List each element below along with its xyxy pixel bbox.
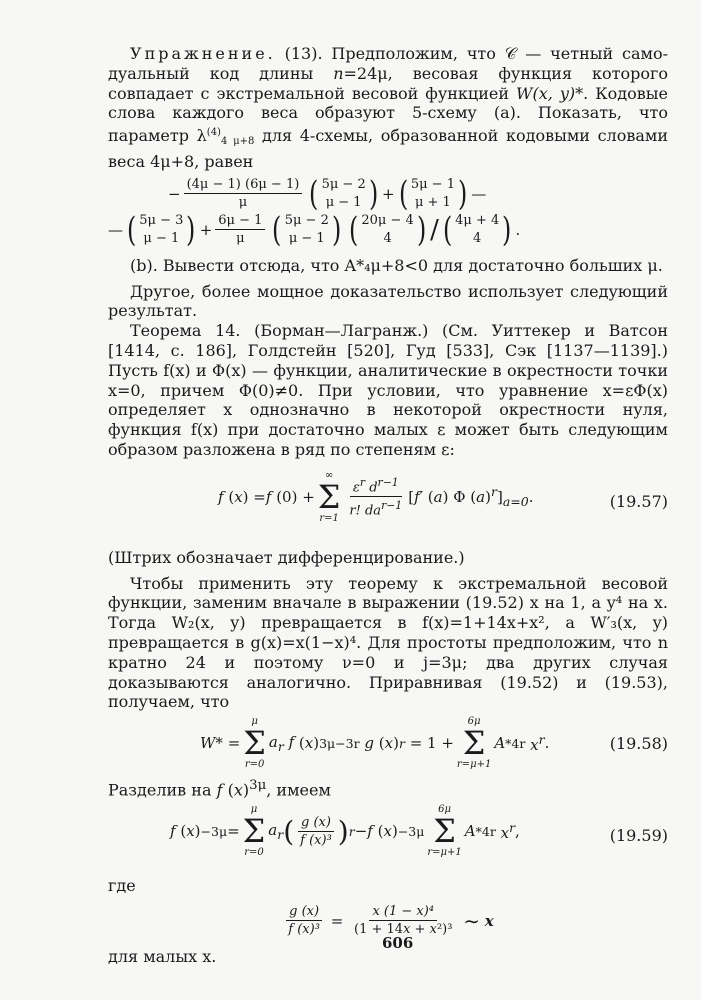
lambda-equation-line2: — ( 5μ − 3 μ − 1 ) + $\frac{6\mu - 1}{\mu}$ ( 5μ − 2 μ − 1 ) ( 20μ − 4 4 ) / ( 4μ + 4 4 ) . (108, 209, 521, 250)
equation-19-57: f ( x ) = f (0) + ∞ Σ r=1 $\frac{\varepsilon^r d^{r-1}}{r! da^{r-1}}$ [f′ (a) Φ $(a)^r]_{a=0}$. (19.57) (218, 469, 668, 524)
equation-number: (19.58) (609, 734, 668, 754)
paragraph-divide: Разделив на f $(x)^{3\mu}$, имеем (108, 778, 331, 800)
asymptotic-equation: $\frac{g (x)}{\text{f (x)³}}$ = $\frac{\text{x (1 − x)⁴}}{\text{(1 + 14x + x²)³}}$ ∼ x (108, 904, 668, 937)
closing-line: для малых x. (108, 947, 217, 967)
derivative-note: (Штрих обозначает дифференцирование.) (108, 547, 465, 567)
equation-number: (19.59) (609, 826, 668, 846)
theorem-14: Теорема 14. (Борман—Лагранж.) (См. Уиттекер и Ватсон [1414, с. 186], Голдстейн [520], Гуд [533], Сэк [1137—1139].) Пусть f(x) и Φ(x) — функции, аналитические в окрестности точки x=0, причем Φ(0)≠0. При условии, что уравнение x=εΦ(x) определяет x однозначно в некоторой окрестности нуля, функция f(x) при достаточно малых ε может быть следующим образом разложена в ряд по степеням ε: (108, 321, 668, 459)
equation-19-58: W * = μ Σ r=0 $a_r$ f ( x ) 3μ−3r g ( x ) r = 1 + 6μ Σ r=μ+1 A * 4r $x^r$ . (19.58) (200, 716, 668, 771)
page-content (108, 44, 668, 967)
word-where: где (108, 876, 136, 896)
exercise-part-b: (b). Вывести отсюда, что A*₄μ+8<0 для достаточно больших μ. (130, 255, 663, 275)
page-number: 606 (382, 934, 414, 952)
paragraph-intro: Другое, более мощное доказательство использует следующий результат. (108, 281, 668, 321)
equation-19-59: f ( x ) −3μ = μ Σ r=0 $a_r$ ( $\frac{g (x)}{\text{f (x)³}}$ ) r − f ( x ) −3μ 6μ Σ r=μ+1 A * 4r $x^r$ , (19.59) (170, 804, 668, 859)
lambda-equation-line1: − $\frac{(4\mu - 1) (6\mu - 1)}{\mu}$ ( 5μ − 2 μ − 1 ) + ( 5μ − 1 μ + 1 ) — (168, 173, 487, 214)
paragraph-application: Чтобы применить эту теорему к экстремальной весовой функции, заменим вначале в выражении (19.52) x на 1, а y⁴ на x. Тогда W₂(x, y) превращается в f(x)=1+14x+x², а W′₃(x, y) превращается в g(x)=x(1−x)⁴. Для простоты предположим, что n кратно 24 и поэтому ν=0 и j=3μ; два других случая доказываются аналогично. Приравнивая (19.52) и (19.53), получаем, что (108, 573, 668, 712)
exercise-statement: Упражнение. (13). Предположим, что 𝒞 — четный само-дуальный код длины n=24μ, весовая функция которого совпадает с экстремальной весовой функцией W(x, y)*. Кодовые слова каждого веса образуют 5-схему (a). Показать, что параметр $\lambda^{(4)}_{4 \mu+8}$ для 4-схемы, образованной кодовыми словами веса 4μ+8, равен (108, 44, 669, 171)
equation-number: (19.57) (609, 491, 668, 511)
